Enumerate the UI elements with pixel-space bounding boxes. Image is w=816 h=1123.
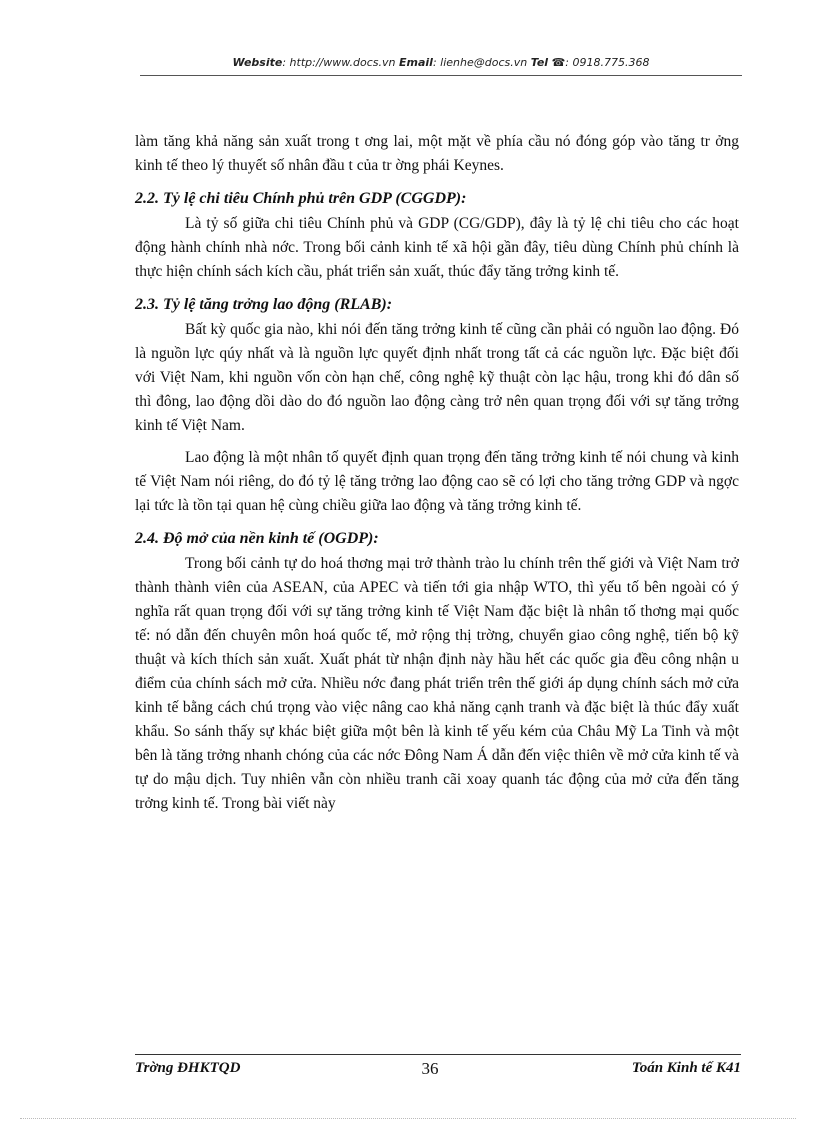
heading-2-2: 2.2. Tỷ lệ chi tiêu Chính phủ trên GDP (CGGDP):	[135, 190, 467, 207]
page-footer	[135, 1060, 741, 1084]
heading-2-4: 2.4. Độ mở của nền kinh tế (OGDP):	[135, 530, 379, 547]
tel-value: : 0918.775.368	[565, 56, 650, 69]
page-header	[140, 56, 742, 69]
website-label: Website	[232, 56, 283, 69]
paragraph-2-2: Là tỷ số giữa chi tiêu Chính phủ và GDP (CG/GDP), đây là tỷ lệ chi tiêu cho các hoạt động hành chính nhà nớc. Trong bối cảnh kinh tế xã hội gần đây, tiêu dùng Chính phủ chính là thực hiện chính sách kích cầu, phát triển sản xuất, thúc đẩy tăng trởng kinh tế.	[135, 215, 739, 280]
email-value[interactable]: : lienhe@docs.vn	[432, 56, 528, 69]
paragraph-2-3-a: Bất kỳ quốc gia nào, khi nói đến tăng trởng kinh tế cũng cần phải có nguồn lao động. Đó là nguồn lực qúy nhất và là nguồn lực quyết định nhất trong tất cả các nguồn lực. Đặc biệt đối với Việt Nam, khi nguồn vốn còn hạn chế, công nghệ kỹ thuật còn lạc hậu, trong khi đó dân số thì đông, lao động dồi dào do đó nguồn lao động càng trở nên quan trọng đối với sự tăng trởng kinh tế Việt Nam.	[135, 321, 739, 434]
website-url[interactable]: : http://www.docs.vn	[282, 56, 396, 69]
page-number: 36	[421, 1059, 439, 1078]
paragraph-intro: làm tăng khả năng sản xuất trong t ơng lai, một mặt về phía cầu nó đóng góp vào tăng tr ởng kinh tế theo lý thuyết số nhân đầu t của tr ờng phái Keynes.	[135, 133, 739, 174]
document-body	[135, 130, 739, 816]
footer-class: Toán Kinh tế K41	[631, 1060, 741, 1076]
heading-2-3: 2.3. Tỷ lệ tăng trởng lao động (RLAB):	[135, 296, 393, 313]
footer-school: Trờng ĐHKTQD	[135, 1060, 241, 1076]
tel-label: Tel	[530, 56, 549, 69]
email-label: Email	[399, 56, 433, 69]
header-divider	[140, 75, 742, 76]
paragraph-2-3-b: Lao động là một nhân tố quyết định quan trọng đến tăng trởng kinh tế nói chung và kinh tế Việt Nam nói riêng, do đó tỷ lệ tăng trởng lao động cao sẽ có lợi cho tăng trởng GDP và ngợc lại tức là tồn tại quan hệ cùng chiều giữa lao động và tăng trởng kinh tế.	[135, 449, 739, 514]
footer-divider	[135, 1054, 741, 1055]
paragraph-2-4: Trong bối cảnh tự do hoá thơng mại trở thành trào lu chính trên thế giới và Việt Nam trở thành thành viên của ASEAN, của APEC và tiến tới gia nhập WTO, thì yếu tố bên ngoài có ý nghĩa rất quan trọng đối với sự tăng trởng kinh tế Việt Nam đặc biệt là nhân tố thơng mại quốc tế: nó dẫn đến chuyên môn hoá quốc tế, mở rộng thị trờng, chuyển giao công nghệ, tiến bộ kỹ thuật và kích thích sản xuất. Xuất phát từ nhận định này hầu hết các quốc gia đều công nhận u điểm của chính sách mở cửa. Nhiều nớc đang phát triển trên thế giới áp dụng chính sách mở cửa kinh tế bằng cách chú trọng vào việc nâng cao khả năng cạnh tranh và đặc biệt là thúc đẩy xuất khẩu. So sánh thấy sự khác biệt giữa một bên là kinh tế yếu kém của Châu Mỹ La Tinh và một bên là tăng trởng nhanh chóng của các nớc Đông Nam Á dẫn đến việc thiên về mở cửa kinh tế và tự do mậu dịch. Tuy nhiên vẫn còn nhiều tranh cãi xoay quanh tác động của mở cửa đến tăng trởng kinh tế. Trong bài viết này	[135, 555, 739, 812]
phone-icon: ☎	[551, 56, 566, 69]
page-bottom-edge	[20, 1118, 796, 1119]
